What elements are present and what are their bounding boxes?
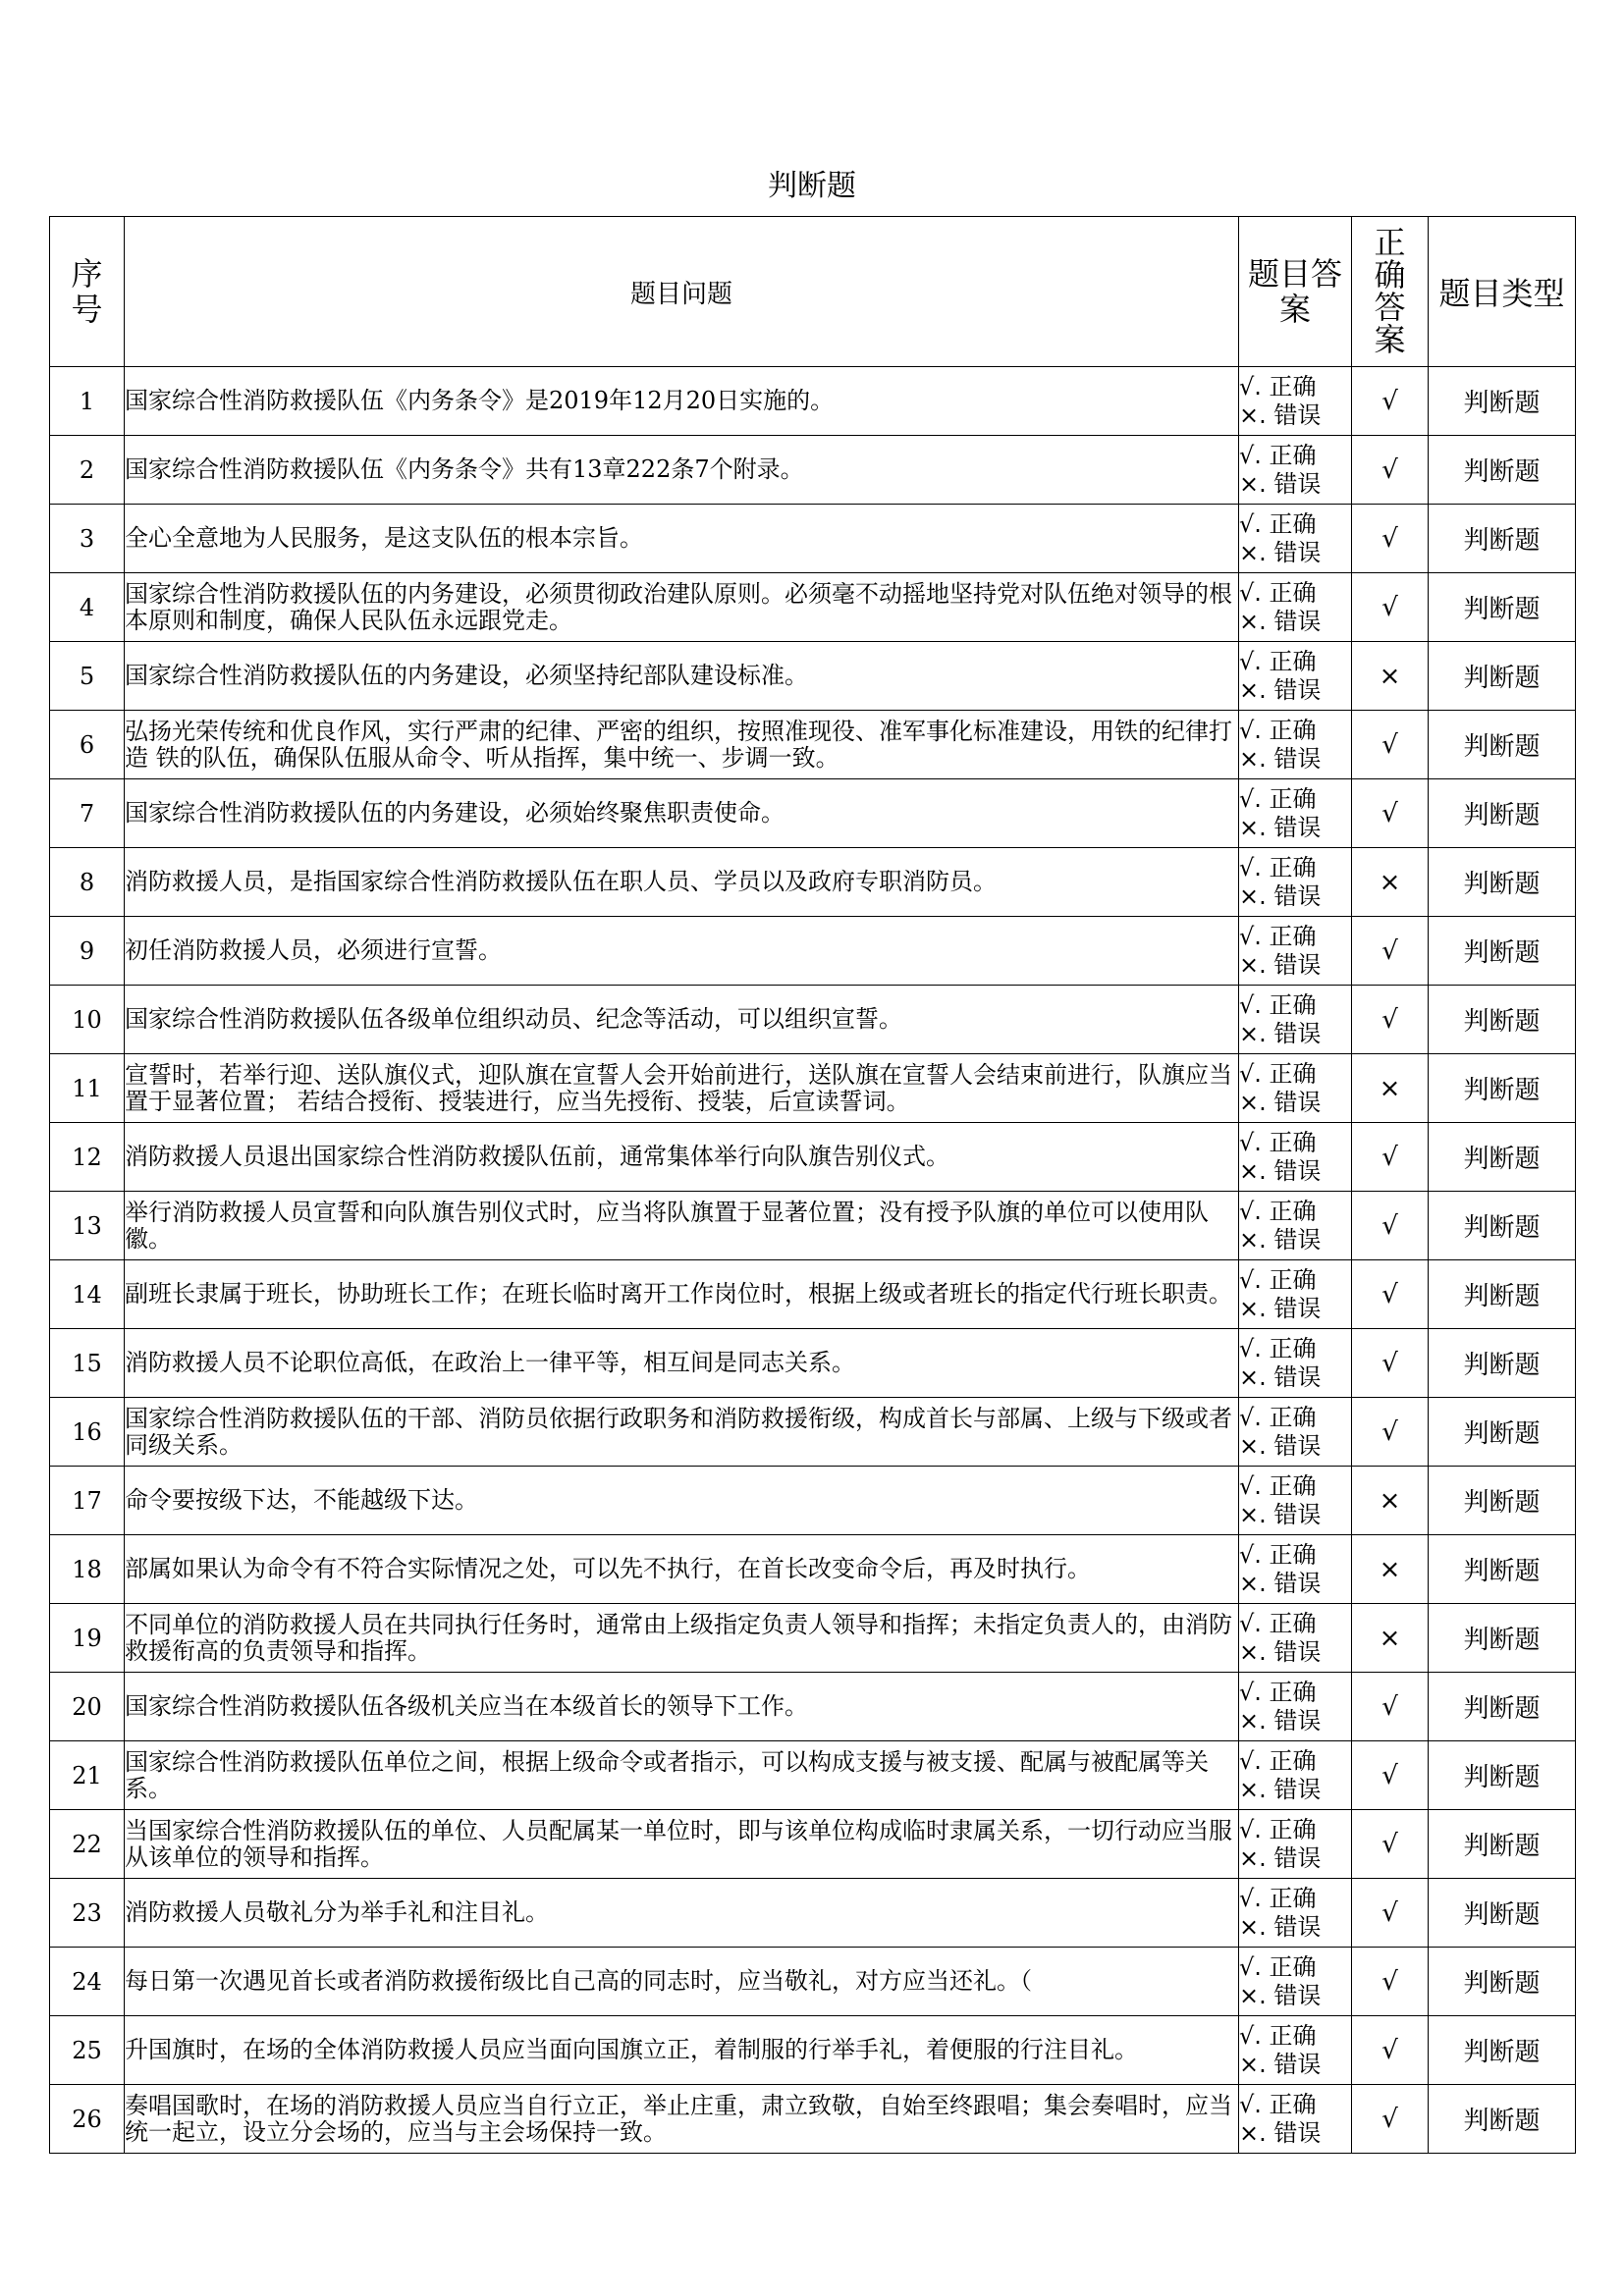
question-text: 国家综合性消防救援队伍各级机关应当在本级首长的领导下工作。 [125,1693,808,1720]
question-text: 消防救援人员不论职位高低，在政治上一律平等，相互间是同志关系。 [125,1350,855,1376]
option-false: ×. 错误 [1239,1981,1322,2009]
option-false: ×. 错误 [1239,881,1322,910]
row-number: 5 [50,642,125,711]
options-cell [1239,1535,1352,1604]
question-text: 弘扬光荣传统和优良作风，实行严肃的纪律、严密的组织，按照准现役、准军事化标准建设，用铁的纪律打造 铁的队伍，确保队伍服从命令、听从指挥，集中统一、步调一致。 [125,718,1232,772]
options-cell [1239,1398,1352,1467]
row-number: 11 [50,1054,125,1123]
row-number: 1 [50,367,125,436]
correct-answer: √ [1352,1879,1429,1948]
header-options [1239,217,1352,367]
header-no [50,217,125,367]
question-cell [125,2085,1239,2154]
option-true: √. 正确 [1239,509,1317,538]
table-row [50,1192,1576,1260]
correct-answer: √ [1352,1741,1429,1810]
question-type: 判断题 [1429,917,1576,986]
question-cell [125,642,1239,711]
question-text: 国家综合性消防救援队伍各级单位组织动员、纪念等活动，可以组织宣誓。 [125,1006,902,1033]
question-cell [125,505,1239,573]
table-row [50,1810,1576,1879]
correct-answer: × [1352,848,1429,917]
question-cell [125,779,1239,848]
correct-answer: √ [1352,2016,1429,2085]
correct-answer: √ [1352,1260,1429,1329]
option-true: √. 正确 [1239,372,1317,400]
correct-answer: √ [1352,2085,1429,2154]
correct-answer: × [1352,1054,1429,1123]
question-type: 判断题 [1429,848,1576,917]
question-cell [125,1260,1239,1329]
question-text: 当国家综合性消防救援队伍的单位、人员配属某一单位时，即与该单位构成临时隶属关系，一切行动应当服从该单位的领导和指挥。 [125,1817,1232,1871]
options-cell [1239,1054,1352,1123]
question-rows [50,367,1576,2154]
question-cell [125,986,1239,1054]
option-true: √. 正确 [1239,1265,1317,1294]
question-type: 判断题 [1429,1879,1576,1948]
row-number: 6 [50,711,125,779]
question-text: 全心全意地为人民服务，是这支队伍的根本宗旨。 [125,525,643,552]
options-cell [1239,917,1352,986]
correct-answer: √ [1352,779,1429,848]
options-cell [1239,1948,1352,2016]
header-answer-label: 正确答案 [1374,224,1406,358]
question-cell [125,436,1239,505]
option-true: √. 正确 [1239,784,1317,813]
question-text: 宣誓时，若举行迎、送队旗仪式，迎队旗在宣誓人会开始前进行，送队旗在宣誓人会结束前进行，队旗应当置于显著位置； 若结合授衔、授装进行，应当先授衔、授装，后宣读誓词。 [125,1061,1232,1115]
options-cell [1239,1192,1352,1260]
table-row [50,1948,1576,2016]
options-cell [1239,2016,1352,2085]
option-true: √. 正确 [1239,647,1317,675]
question-type: 判断题 [1429,367,1576,436]
question-cell [125,1054,1239,1123]
question-type: 判断题 [1429,711,1576,779]
question-cell [125,1192,1239,1260]
header-answer [1352,217,1429,367]
options-cell [1239,711,1352,779]
question-cell [125,1879,1239,1948]
option-true: √. 正确 [1239,1471,1317,1500]
row-number: 9 [50,917,125,986]
option-true: √. 正确 [1239,1059,1317,1088]
option-false: ×. 错误 [1239,1156,1322,1185]
option-true: √. 正确 [1239,990,1317,1019]
question-text: 国家综合性消防救援队伍《内务条令》是2019年12月20日实施的。 [125,388,835,414]
option-true: √. 正确 [1239,853,1317,881]
correct-answer: √ [1352,1398,1429,1467]
option-false: ×. 错误 [1239,607,1322,635]
table-row [50,1260,1576,1329]
row-number: 2 [50,436,125,505]
option-true: √. 正确 [1239,1403,1317,1431]
question-type: 判断题 [1429,2016,1576,2085]
table-row [50,1604,1576,1673]
question-type: 判断题 [1429,1123,1576,1192]
option-false: ×. 错误 [1239,1637,1322,1666]
option-false: ×. 错误 [1239,400,1322,429]
question-table [49,216,1576,2154]
row-number: 3 [50,505,125,573]
table-row [50,642,1576,711]
options-cell [1239,367,1352,436]
question-text: 消防救援人员退出国家综合性消防救援队伍前，通常集体举行向队旗告别仪式。 [125,1144,949,1170]
question-cell [125,2016,1239,2085]
question-type: 判断题 [1429,1054,1576,1123]
table-row [50,2016,1576,2085]
row-number: 22 [50,1810,125,1879]
question-cell [125,1948,1239,2016]
header-row [50,217,1576,367]
question-text: 命令要按级下达，不能越级下达。 [125,1487,478,1514]
page-title: 判断题 [768,169,856,203]
option-true: √. 正确 [1239,2021,1317,2050]
question-type: 判断题 [1429,1535,1576,1604]
options-cell [1239,1810,1352,1879]
options-cell [1239,1329,1352,1398]
option-true: √. 正确 [1239,1952,1317,1981]
correct-answer: √ [1352,1329,1429,1398]
correct-answer: √ [1352,986,1429,1054]
question-cell [125,1673,1239,1741]
option-true: √. 正确 [1239,1128,1317,1156]
correct-answer: √ [1352,1192,1429,1260]
question-text: 升国旗时，在场的全体消防救援人员应当面向国旗立正，着制服的行举手礼，着便服的行注目礼。 [125,2037,1138,2063]
row-number: 7 [50,779,125,848]
question-text: 每日第一次遇见首长或者消防救援衔级比自己高的同志时，应当敬礼，对方应当还礼。（ [125,1968,1032,1995]
correct-answer: × [1352,642,1429,711]
row-number: 10 [50,986,125,1054]
options-cell [1239,1123,1352,1192]
question-cell [125,917,1239,986]
correct-answer: √ [1352,1810,1429,1879]
option-true: √. 正确 [1239,578,1317,607]
table-row [50,505,1576,573]
question-text: 初任消防救援人员，必须进行宣誓。 [125,937,502,964]
option-false: ×. 错误 [1239,744,1322,773]
question-type: 判断题 [1429,1260,1576,1329]
question-type: 判断题 [1429,1810,1576,1879]
option-true: √. 正确 [1239,441,1317,469]
table-row [50,1673,1576,1741]
row-number: 12 [50,1123,125,1192]
row-number: 21 [50,1741,125,1810]
row-number: 23 [50,1879,125,1948]
question-cell [125,848,1239,917]
row-number: 13 [50,1192,125,1260]
question-cell [125,1810,1239,1879]
question-type: 判断题 [1429,573,1576,642]
question-type: 判断题 [1429,1329,1576,1398]
option-false: ×. 错误 [1239,1019,1322,1047]
header-options-label: 题目答案 [1248,255,1343,328]
options-cell [1239,1604,1352,1673]
header-question-label: 题目问题 [629,279,732,309]
row-number: 8 [50,848,125,917]
question-type: 判断题 [1429,1467,1576,1535]
question-cell [125,1535,1239,1604]
question-type: 判断题 [1429,2085,1576,2154]
correct-answer: √ [1352,505,1429,573]
question-text: 国家综合性消防救援队伍的内务建设，必须始终聚焦职责使命。 [125,800,785,827]
option-false: ×. 错误 [1239,2118,1322,2147]
table-row [50,986,1576,1054]
table-row [50,1879,1576,1948]
row-number: 20 [50,1673,125,1741]
option-false: ×. 错误 [1239,1225,1322,1254]
option-false: ×. 错误 [1239,1500,1322,1528]
option-false: ×. 错误 [1239,2050,1322,2078]
option-true: √. 正确 [1239,1884,1317,1912]
option-true: √. 正确 [1239,716,1317,744]
header-question [125,217,1239,367]
question-type: 判断题 [1429,986,1576,1054]
correct-answer: √ [1352,1948,1429,2016]
question-text: 副班长隶属于班长，协助班长工作；在班长临时离开工作岗位时，根据上级或者班长的指定代行班长职责。 [125,1281,1232,1308]
options-cell [1239,848,1352,917]
table-row [50,1329,1576,1398]
option-true: √. 正确 [1239,1815,1317,1843]
options-cell [1239,986,1352,1054]
row-number: 15 [50,1329,125,1398]
table-row [50,1535,1576,1604]
row-number: 19 [50,1604,125,1673]
options-cell [1239,573,1352,642]
table-row [50,711,1576,779]
table-row [50,1741,1576,1810]
row-number: 24 [50,1948,125,2016]
row-number: 14 [50,1260,125,1329]
row-number: 18 [50,1535,125,1604]
option-true: √. 正确 [1239,1540,1317,1569]
table-row [50,573,1576,642]
question-text: 举行消防救援人员宣誓和向队旗告别仪式时，应当将队旗置于显著位置；没有授予队旗的单位可以使用队徽。 [125,1199,1209,1253]
option-false: ×. 错误 [1239,950,1322,979]
option-false: ×. 错误 [1239,1912,1322,1941]
correct-answer: × [1352,1467,1429,1535]
question-cell [125,367,1239,436]
table-row [50,2085,1576,2154]
correct-answer: √ [1352,573,1429,642]
table-row [50,1123,1576,1192]
question-type: 判断题 [1429,505,1576,573]
question-cell [125,1467,1239,1535]
table-row [50,1467,1576,1535]
table-row [50,917,1576,986]
option-false: ×. 错误 [1239,1431,1322,1460]
question-type: 判断题 [1429,779,1576,848]
option-false: ×. 错误 [1239,1569,1322,1597]
correct-answer: √ [1352,367,1429,436]
question-text: 国家综合性消防救援队伍的内务建设，必须坚持纪部队建设标准。 [125,663,808,689]
option-true: √. 正确 [1239,1334,1317,1362]
options-cell [1239,436,1352,505]
option-true: √. 正确 [1239,2090,1317,2118]
options-cell [1239,1673,1352,1741]
question-text: 国家综合性消防救援队伍单位之间，根据上级命令或者指示，可以构成支援与被支援、配属与被配属等关系。 [125,1748,1209,1802]
table-row [50,779,1576,848]
table-row [50,1398,1576,1467]
header-type-label: 题目类型 [1438,275,1565,312]
correct-answer: √ [1352,917,1429,986]
question-type: 判断题 [1429,1398,1576,1467]
question-type: 判断题 [1429,436,1576,505]
option-false: ×. 错误 [1239,1088,1322,1116]
correct-answer: √ [1352,1673,1429,1741]
correct-answer: √ [1352,436,1429,505]
question-text: 奏唱国歌时，在场的消防救援人员应当自行立正，举止庄重，肃立致敬，自始至终跟唱；集会奏唱时，应当统一起立，设立分会场的，应当与主会场保持一致。 [125,2092,1232,2146]
question-cell [125,1741,1239,1810]
correct-answer: √ [1352,1123,1429,1192]
question-type: 判断题 [1429,1741,1576,1810]
table-row [50,436,1576,505]
row-number: 4 [50,573,125,642]
option-false: ×. 错误 [1239,1775,1322,1803]
row-number: 16 [50,1398,125,1467]
option-true: √. 正确 [1239,1746,1317,1775]
question-cell [125,1604,1239,1673]
question-text: 国家综合性消防救援队伍的干部、消防员依据行政职务和消防救援衔级，构成首长与部属、上级与下级或者同级关系。 [125,1405,1232,1459]
question-cell [125,1329,1239,1398]
table-row [50,848,1576,917]
option-false: ×. 错误 [1239,538,1322,566]
option-false: ×. 错误 [1239,1706,1322,1735]
option-false: ×. 错误 [1239,1294,1322,1322]
table-row [50,367,1576,436]
row-number: 26 [50,2085,125,2154]
option-true: √. 正确 [1239,1678,1317,1706]
options-cell [1239,1879,1352,1948]
option-false: ×. 错误 [1239,1362,1322,1391]
question-text: 消防救援人员，是指国家综合性消防救援队伍在职人员、学员以及政府专职消防员。 [125,869,997,895]
question-text: 不同单位的消防救援人员在共同执行任务时，通常由上级指定负责人领导和指挥；未指定负责人的，由消防救援衔高的负责领导和指挥。 [125,1611,1232,1665]
question-text: 消防救援人员敬礼分为举手礼和注目礼。 [125,1899,549,1926]
question-cell [125,711,1239,779]
row-number: 25 [50,2016,125,2085]
options-cell [1239,642,1352,711]
table-row [50,1054,1576,1123]
correct-answer: √ [1352,711,1429,779]
option-true: √. 正确 [1239,1609,1317,1637]
question-text: 国家综合性消防救援队伍《内务条令》共有13章222条7个附录。 [125,456,804,483]
options-cell [1239,779,1352,848]
question-text: 部属如果认为命令有不符合实际情况之处，可以先不执行，在首长改变命令后，再及时执行。 [125,1556,1091,1582]
question-type: 判断题 [1429,1604,1576,1673]
header-type [1429,217,1576,367]
option-false: ×. 错误 [1239,1843,1322,1872]
option-false: ×. 错误 [1239,813,1322,841]
question-type: 判断题 [1429,642,1576,711]
option-false: ×. 错误 [1239,675,1322,704]
option-false: ×. 错误 [1239,469,1322,498]
question-type: 判断题 [1429,1948,1576,2016]
options-cell [1239,2085,1352,2154]
options-cell [1239,505,1352,573]
row-number: 17 [50,1467,125,1535]
correct-answer: × [1352,1535,1429,1604]
question-type: 判断题 [1429,1192,1576,1260]
option-true: √. 正确 [1239,922,1317,950]
question-cell [125,1123,1239,1192]
options-cell [1239,1260,1352,1329]
question-type: 判断题 [1429,1673,1576,1741]
option-true: √. 正确 [1239,1197,1317,1225]
options-cell [1239,1741,1352,1810]
options-cell [1239,1467,1352,1535]
header-no-label: 序号 [71,255,103,328]
question-cell [125,1398,1239,1467]
correct-answer: × [1352,1604,1429,1673]
question-cell [125,573,1239,642]
question-text: 国家综合性消防救援队伍的内务建设，必须贯彻政治建队原则。必须毫不动摇地坚持党对队伍绝对领导的根本原则和制度，确保人民队伍永远跟党走。 [125,580,1232,634]
